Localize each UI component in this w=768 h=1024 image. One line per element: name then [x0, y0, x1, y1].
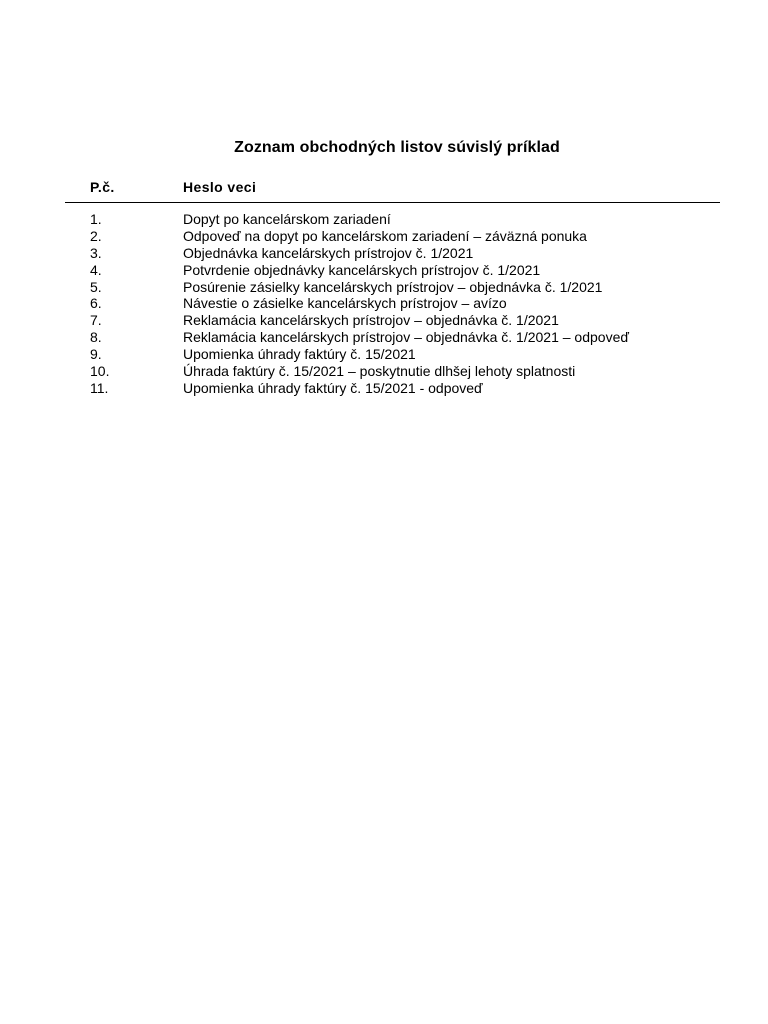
- item-subject: Dopyt po kancelárskom zariadení: [183, 211, 391, 227]
- list-item: [0, 245, 768, 262]
- item-subject: Reklamácia kancelárskych prístrojov – objednávka č. 1/2021: [183, 312, 559, 329]
- item-subject: Posúrenie zásielky kancelárskych prístrojov – objednávka č. 1/2021: [183, 278, 603, 295]
- item-number: 10.: [90, 363, 110, 380]
- item-subject: Upomienka úhrady faktúry č. 15/2021: [183, 346, 416, 363]
- item-subject: Potvrdenie objednávky kancelárskych prístrojov č. 1/2021: [183, 261, 541, 278]
- item-subject: Reklamácia kancelárskych prístrojov – objednávka č. 1/2021 – odpoveď: [183, 329, 629, 346]
- item-subject: Objednávka kancelárskych prístrojov č. 1/2021: [183, 244, 474, 261]
- item-subject: Úhrada faktúry č. 15/2021 – poskytnutie dlhšej lehoty splatnosti: [183, 363, 576, 380]
- table-header: [0, 179, 768, 197]
- item-subject: Upomienka úhrady faktúry č. 15/2021 - odpoveď: [183, 379, 483, 396]
- list-item: [0, 329, 768, 346]
- list-item: [0, 346, 768, 363]
- item-number: 5.: [90, 278, 102, 295]
- item-number: 2.: [90, 227, 102, 244]
- list-item: [0, 363, 768, 380]
- item-number: 4.: [90, 261, 102, 278]
- item-number: 8.: [90, 329, 102, 346]
- item-number: 11.: [90, 379, 109, 396]
- item-subject: Odpoveď na dopyt po kancelárskom zariadení – záväzná ponuka: [183, 227, 587, 244]
- item-number: 6.: [90, 295, 102, 312]
- item-number: 9.: [90, 346, 102, 363]
- list-item: [0, 262, 768, 279]
- header-subject: Heslo veci: [183, 179, 257, 195]
- item-subject: Návestie o zásielke kancelárskych prístrojov – avízo: [183, 295, 507, 312]
- header-divider: [65, 202, 720, 203]
- list-item: [0, 211, 768, 228]
- item-number: 3.: [90, 244, 102, 261]
- list-item: [0, 380, 768, 397]
- list-item: [0, 312, 768, 329]
- item-number: 7.: [90, 312, 102, 329]
- list-item: [0, 228, 768, 245]
- header-number: P.č.: [90, 179, 115, 195]
- list-item: [0, 279, 768, 296]
- letter-list: [0, 211, 768, 397]
- list-item: [0, 295, 768, 312]
- document-title: Zoznam obchodných listov súvislý príklad: [234, 139, 560, 156]
- item-number: 1.: [90, 211, 102, 227]
